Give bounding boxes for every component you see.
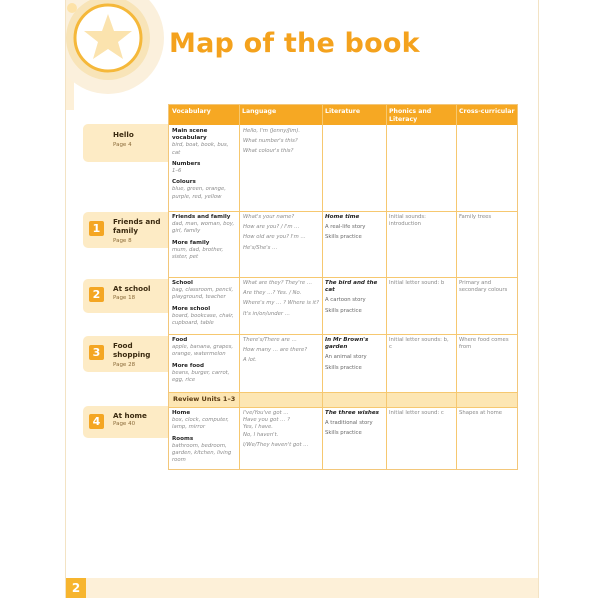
unit-page: Page 4 xyxy=(113,142,132,148)
vocab-heading: Home xyxy=(172,410,191,416)
story-type: A traditional story xyxy=(325,420,373,427)
story-title: The three wishes xyxy=(325,410,380,416)
story-title: Home time xyxy=(325,214,360,220)
unit-number-badge: 2 xyxy=(89,287,104,302)
language-line: Are they …? Yes. / No. xyxy=(243,290,302,297)
table-header xyxy=(169,105,517,125)
page-number: 2 xyxy=(66,578,86,598)
phonics-cell: Initial letter sound: c xyxy=(389,410,444,416)
vocabulary-cell xyxy=(172,410,236,464)
literature-cell xyxy=(325,337,383,375)
cross-curricular-cell: Where food comes from xyxy=(459,337,509,351)
vocab-words: box, clock, computer, lamp, mirror xyxy=(172,417,229,431)
unit-number-badge: 4 xyxy=(89,414,104,429)
page-title: Map of the book xyxy=(169,28,420,59)
divider xyxy=(386,105,387,469)
unit-page: Page 8 xyxy=(113,238,132,244)
skills-practice: Skills practice xyxy=(325,430,362,437)
vocab-words: 1–6 xyxy=(172,168,182,175)
language-line: What's your name? xyxy=(243,214,295,220)
unit-page: Page 28 xyxy=(113,362,136,368)
language-line: How are you? / I'm … xyxy=(243,224,300,231)
unit-page: Page 40 xyxy=(113,421,136,427)
vocab-heading: School xyxy=(172,280,193,286)
vocab-words: bag, classroom, pencil, playground, teacher xyxy=(172,287,234,301)
language-line: No, I haven't. xyxy=(243,431,279,438)
unit-label-4[interactable] xyxy=(83,406,168,438)
vocab-words: bathroom, bedroom, garden, kitchen, living room xyxy=(172,442,232,464)
vocab-words: dad, man, woman, boy, girl, family xyxy=(172,221,235,235)
unit-number-badge: 1 xyxy=(89,221,104,236)
column-header-literature: Literature xyxy=(325,108,361,115)
language-line: How many … are there? xyxy=(243,347,308,354)
column-header-phonics: Phonics and Literacy xyxy=(389,108,432,123)
divider xyxy=(322,105,323,469)
vocabulary-cell xyxy=(172,337,236,384)
vocab-heading: Rooms xyxy=(172,435,194,442)
vocab-heading: Main scene vocabulary xyxy=(172,128,208,142)
language-cell xyxy=(243,128,319,159)
unit-title: Friends and family xyxy=(113,217,161,235)
vocab-heading: More food xyxy=(172,362,205,369)
cross-curricular-cell: Primary and secondary colours xyxy=(459,280,508,294)
unit-title: Food shopping xyxy=(113,341,151,359)
vocab-heading: Colours xyxy=(172,179,196,186)
language-line: What colour's this? xyxy=(243,148,294,155)
vocab-heading: More family xyxy=(172,239,210,246)
skills-practice: Skills practice xyxy=(325,234,362,241)
cross-curricular-cell: Family trees xyxy=(459,214,492,220)
unit-label-1[interactable] xyxy=(83,212,168,248)
phonics-cell: Initial letter sounds: b, c xyxy=(389,337,449,351)
divider xyxy=(239,105,240,469)
language-line: A lot. xyxy=(243,357,257,364)
vocab-heading: Food xyxy=(172,337,188,343)
vocab-heading: More school xyxy=(172,305,211,312)
story-type: An animal story xyxy=(325,354,367,361)
story-type: A cartoon story xyxy=(325,297,366,304)
vocab-words: board, bookcase, chair, cupboard, table xyxy=(172,312,234,327)
skills-practice: Skills practice xyxy=(325,307,362,314)
language-cell xyxy=(243,280,319,321)
book-page xyxy=(65,0,539,598)
map-table xyxy=(168,104,518,470)
vocab-heading: Numbers xyxy=(172,160,201,167)
story-title: The bird and the cat xyxy=(325,280,378,294)
language-line: Have you got … ? xyxy=(243,417,290,424)
language-line: He's/She's … xyxy=(243,244,278,251)
language-line: There's/There are … xyxy=(243,337,297,343)
cross-curricular-cell: Shapes at home xyxy=(459,410,503,416)
column-header-cross-curricular: Cross-curricular xyxy=(459,108,515,115)
vocab-words: blue, green, orange, purple, red, yellow xyxy=(172,186,226,200)
vocabulary-cell xyxy=(172,280,236,327)
vocabulary-cell xyxy=(172,128,236,201)
vocabulary-cell xyxy=(172,214,236,261)
divider xyxy=(456,105,457,469)
review-label: Review Units 1–3 xyxy=(173,395,236,403)
language-cell xyxy=(243,337,319,368)
vocab-words: beans, burger, carrot, egg, rice xyxy=(172,369,230,384)
unit-label-2[interactable] xyxy=(83,279,168,313)
vocab-words: mum, dad, brother, sister, pet xyxy=(172,246,224,261)
review-bar xyxy=(169,392,517,407)
story-type: A real-life story xyxy=(325,224,366,231)
skills-practice: Skills practice xyxy=(325,364,362,371)
phonics-cell: Initial sounds: introduction xyxy=(389,214,426,228)
literature-cell xyxy=(325,410,383,441)
column-header-vocabulary: Vocabulary xyxy=(172,108,211,115)
divider xyxy=(169,407,517,408)
unit-number-badge: 3 xyxy=(89,345,104,360)
language-line: It's in/on/under … xyxy=(243,310,291,317)
language-line: I've/You've got … xyxy=(243,410,289,416)
phonics-cell: Initial letter sound: b xyxy=(389,280,445,286)
unit-label-3[interactable] xyxy=(83,336,168,372)
column-header-language: Language xyxy=(242,108,277,115)
divider xyxy=(169,277,517,278)
language-line: How old are you? I'm … xyxy=(243,234,306,241)
divider xyxy=(169,334,517,335)
language-cell xyxy=(243,214,319,255)
language-cell xyxy=(243,410,319,452)
unit-label-hello[interactable] xyxy=(83,124,168,162)
language-line: What number's this? xyxy=(243,138,298,145)
language-line: I/We/They haven't got … xyxy=(243,441,309,448)
vocab-words: apple, banana, grapes, orange, watermelon xyxy=(172,344,234,358)
footer-strip xyxy=(66,578,538,598)
vocab-words: bird, boat, book, bus, cat xyxy=(172,142,229,156)
divider xyxy=(169,392,517,393)
story-title: In Mr Brown's garden xyxy=(325,337,369,351)
unit-page: Page 18 xyxy=(113,295,136,301)
literature-cell xyxy=(325,280,383,318)
literature-cell xyxy=(325,214,383,245)
unit-title: At school xyxy=(113,284,151,293)
language-line: What are they? They're … xyxy=(243,280,313,286)
vocab-heading: Friends and family xyxy=(172,214,231,220)
language-line: Hello, I'm (Jenny/Jim). xyxy=(243,128,301,134)
unit-title: At home xyxy=(113,411,147,420)
divider xyxy=(169,211,517,212)
language-line: Where's my … ? Where is it? xyxy=(243,300,319,307)
unit-title: Hello xyxy=(113,130,134,139)
language-line: Yes, I have. xyxy=(243,424,273,431)
